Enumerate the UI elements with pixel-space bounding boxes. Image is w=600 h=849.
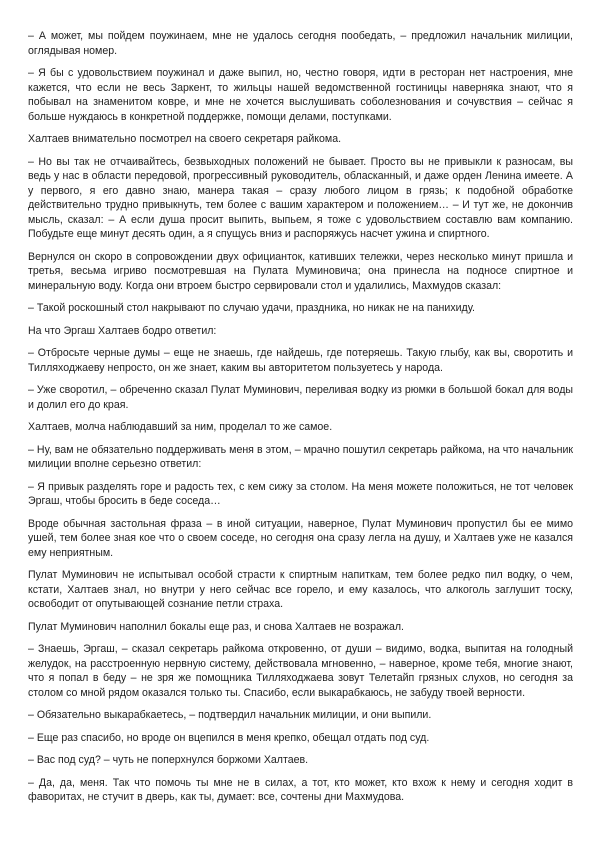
paragraph: – Отбросьте черные думы – еще не знаешь, где найдешь, где потеряешь. Такую глыбу, как вы, своротить и Тилляходжаеву непросто, он же знает, каким вы авторитетом пользуетесь у народа. — [28, 347, 573, 374]
paragraph: Пулат Муминович не испытывал особой страсти к спиртным напиткам, тем более редко пил водку, о чем, кстати, Халтаев знал, но внутри у него сейчас все горело, и ему казалось, что алкоголь заглушит тоску, освободит от опутывающей сознание петли страха. — [28, 569, 573, 610]
document-page — [28, 29, 573, 813]
paragraph: Вроде обычная застольная фраза – в иной ситуации, наверное, Пулат Муминович пропустил бы ее мимо ушей, тем более зная кое что о своем соседе, но сегодня она сразу легла на душу, и Халтаев уже не казался ему неприятным. — [28, 517, 573, 559]
paragraph: – А может, мы пойдем поужинаем, мне не удалось сегодня пообедать, – предложил начальник милиции, оглядывая номер. — [28, 30, 573, 57]
paragraph: Пулат Муминович наполнил бокалы еще раз, и снова Халтаев не возражал. — [28, 620, 404, 633]
paragraph: – Знаешь, Эргаш, – сказал секретарь райкома откровенно, от души – видимо, водка, выпитая на голодный желудок, на расстроенную нервную систему, действовала мгновенно, – наверное, кроме тебя, многие знают, что я попал в беду – не зря же помощника Тилляходжаева зовут Телетайп грязных слухов, но сегодня за столом со мной рядом оказался только ты. Спасибо, если выкарабкаюсь, не забуду твоей верности. — [28, 643, 573, 699]
paragraph: – Я бы с удовольствием поужинал и даже выпил, но, честно говоря, идти в ресторан нет настроения, мне кажется, что если не весь Заркент, то жильцы нашей ведомственной гостиницы наверняка знают, что я побывал на знаменитом ковре, и мне не хочется выслушивать соболезнования и сочувствия – сейчас я больше нуждаюсь в конкретной поддержке, помощи делами, поступками. — [28, 67, 573, 123]
paragraph: – Вас под суд? – чуть не поперхнулся боржоми Халтаев. — [28, 754, 309, 766]
paragraph: – Еще раз спасибо, но вроде он вцепился в меня крепко, обещал отдать под суд. — [28, 731, 430, 744]
paragraph: Халтаев внимательно посмотрел на своего секретаря райкома. — [28, 133, 342, 145]
paragraph: Вернулся он скоро в сопровождении двух официанток, кативших тележки, через несколько минут пришла и третья, весьма игриво посмотревшая на Пулата Муминовича; она принесла на подносе спиртное и минеральную воду. Когда они втроем быстро сервировали стол и удалились, Махмудов сказал: — [28, 250, 573, 292]
paragraph: – Уже своротил, – обреченно сказал Пулат Муминович, переливая водку из рюмки в большой бокал для воды и долил его до края. — [28, 384, 573, 411]
paragraph: Халтаев, молча наблюдавший за ним, проделал то же самое. — [28, 421, 333, 433]
paragraph: – Обязательно выкарабкаетесь, – подтвердил начальник милиции, и они выпили. — [28, 709, 432, 721]
paragraph: На что Эргаш Халтаев бодро ответил: — [28, 324, 217, 337]
paragraph: – Ну, вам не обязательно поддерживать меня в этом, – мрачно пошутил секретарь райкома, на что начальник милиции вполне серьезно ответил: — [28, 443, 573, 470]
paragraph: – Такой роскошный стол накрывают по случаю удачи, праздника, но никак не на панихиду. — [28, 302, 475, 314]
paragraph: – Но вы так не отчаивайтесь, безвыходных положений не бывает. Просто вы не привыкли к разносам, вы ведь у нас в области передовой, прогрессивный руководитель, обласканный, и даже орден Ленина имеете. А у первого, я его давно знаю, манера такая – сразу любого лицом в грязь; к подобной обработке действительно трудно привыкнуть, тем более с вашим характером и положением… – И тут же, не докончив мысль, сказал: – А если душа просит выпить, выпьем, я тоже с удовольствием составлю вам компанию. Побудьте еще минут десять один, а я спущусь вниз и распоряжусь насчет ужина и спиртного. — [28, 155, 573, 240]
paragraph: – Да, да, меня. Так что помочь ты мне не в силах, а тот, кто может, кто вхож к нему и сегодня ходит в фаворитах, не стучит в дверь, как ты, думает: все, сочтены дни Махмудова. — [28, 776, 573, 803]
paragraph: – Я привык разделять горе и радость тех, с кем сижу за столом. На меня можете положиться, не тот человек Эргаш, чтобы бросить в беде соседа… — [28, 480, 573, 507]
